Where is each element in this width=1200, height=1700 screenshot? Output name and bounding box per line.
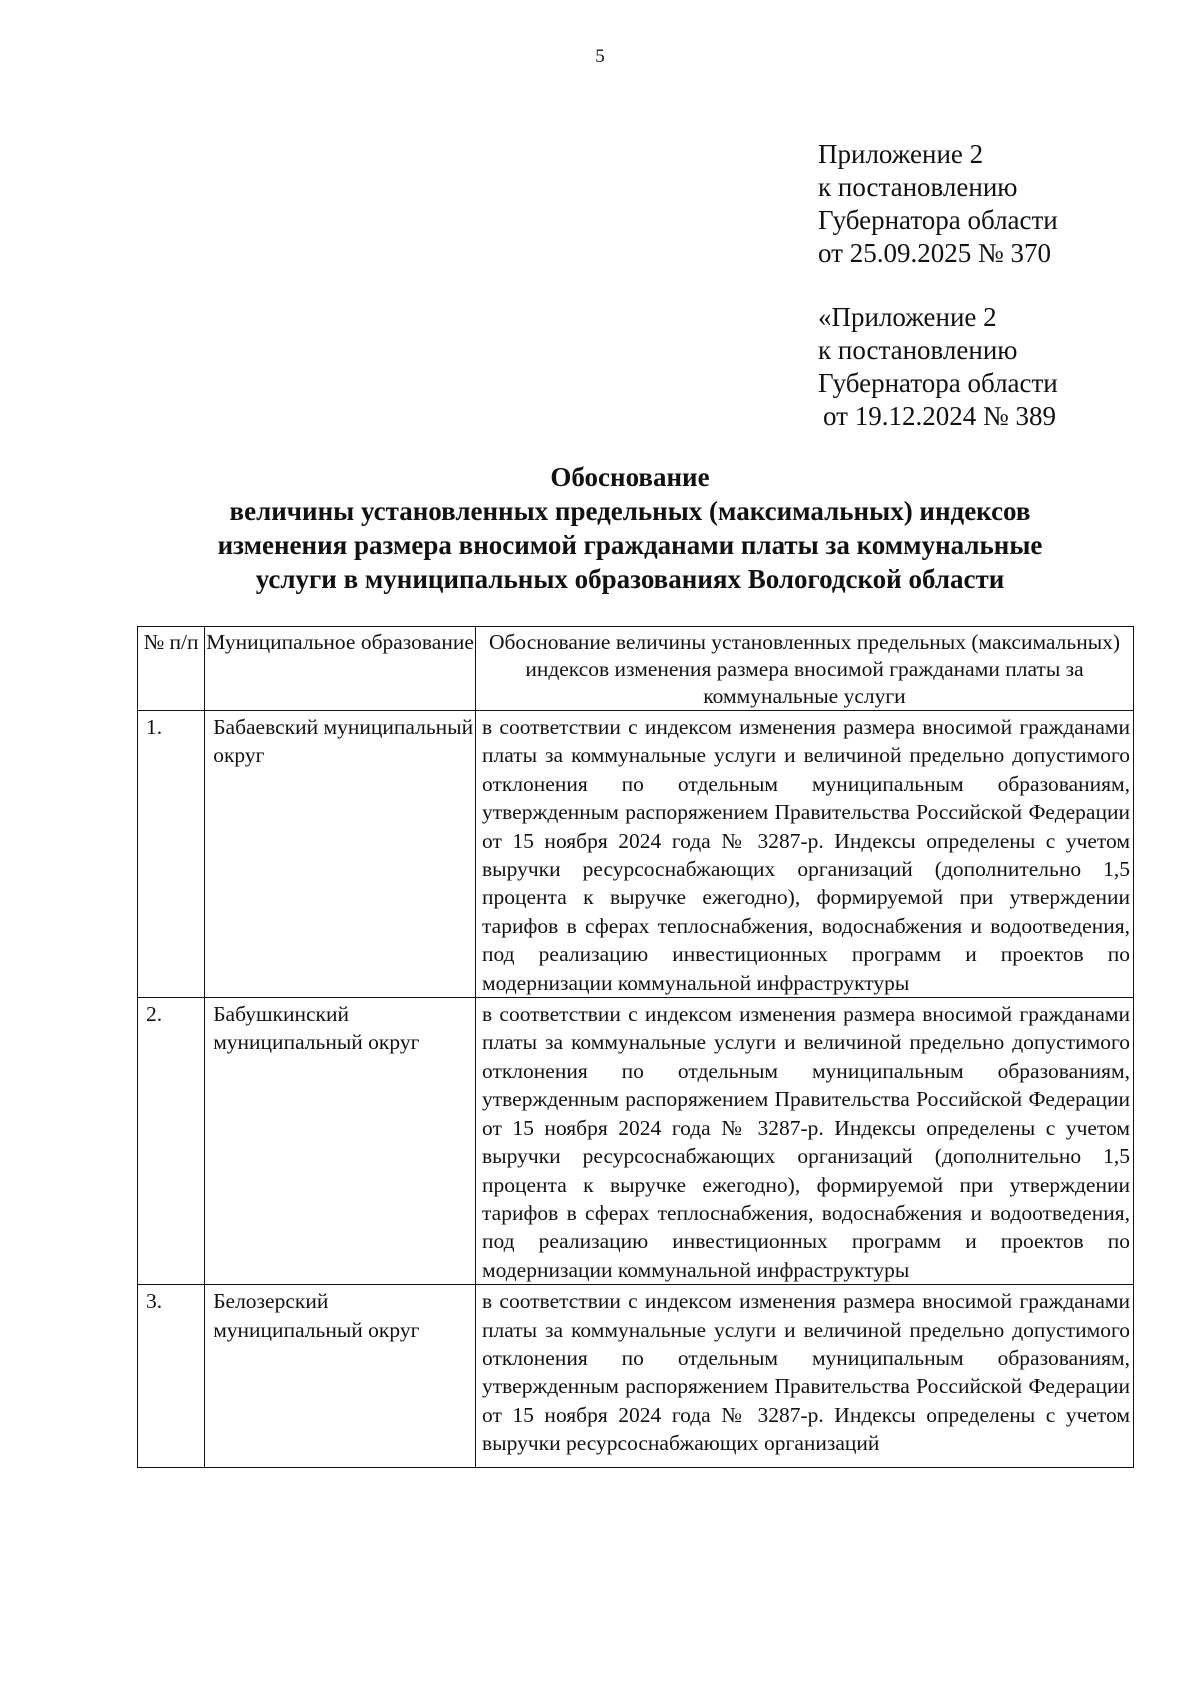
row-municipality: Бабаевский муниципальный округ xyxy=(205,711,476,998)
row-num: 1. xyxy=(138,711,205,998)
table-row xyxy=(138,711,1134,998)
title-line3: изменения размера вносимой гражданами платы за коммунальные xyxy=(217,530,1043,560)
appendix-new-line3: Губернатора области xyxy=(818,205,1058,235)
row-justification xyxy=(476,1285,1134,1468)
appendix-old-line3: Губернатора области xyxy=(818,368,1058,398)
table-header-row xyxy=(138,627,1134,711)
row-justification-text: в соответствии с индексом изменения размера вносимой гражданами платы за коммунальные услуги и величиной предельно допустимого отклонения по отдельным муниципальным образованиям, утвержденным распоряжением Правительства Российской Федерации от 15 ноября 2024 года № 3287-р. Индексы определены с учетом выручки ресурсоснабжающих организаций xyxy=(482,1289,1130,1456)
row-num: 3. xyxy=(138,1285,205,1468)
title-line2: величины установленных предельных (максимальных) индексов xyxy=(229,496,1031,526)
table-row xyxy=(138,998,1134,1285)
appendix-new-line2: к постановлению xyxy=(818,172,1018,202)
document-title xyxy=(150,460,1110,596)
row-num: 2. xyxy=(138,998,205,1285)
appendix-new-line4: от 25.09.2025 № 370 xyxy=(818,238,1051,268)
row-municipality: Бабушкинский муниципальный округ xyxy=(205,998,476,1285)
title-line1: Обоснование xyxy=(550,462,710,492)
appendix-old-line1: «Приложение 2 xyxy=(818,302,997,332)
appendix-new-line1: Приложение 2 xyxy=(818,139,984,169)
row-municipality: Белозерский муниципальный округ xyxy=(205,1285,476,1468)
appendix-new-block xyxy=(818,138,1058,270)
table-row xyxy=(138,1285,1134,1468)
header-municipality: Муниципальное образование xyxy=(205,627,476,711)
header-justification: Обоснование величины установленных предельных (максимальных) индексов изменения размера вносимой гражданами платы за коммунальные услуги xyxy=(476,627,1134,711)
justification-table xyxy=(137,626,1134,1468)
row-justification: в соответствии с индексом изменения размера вносимой гражданами платы за коммунальные услуги и величиной предельно допустимого отклонения по отдельным муниципальным образованиям, утвержденным распоряжением Правительства Российской Федерации от 15 ноября 2024 года № 3287-р. Индексы определены с учетом выручки ресурсоснабжающих организаций (дополнительно 1,5 процента к выручке ежегодно), формируемой при утверждении тарифов в сферах теплоснабжения, водоснабжения и водоотведения, под реализацию инвестиционных программ и проектов по модернизации коммунальной инфраструктуры xyxy=(476,998,1134,1285)
appendix-old-line2: к постановлению xyxy=(818,335,1018,365)
row-justification: в соответствии с индексом изменения размера вносимой гражданами платы за коммунальные услуги и величиной предельно допустимого отклонения по отдельным муниципальным образованиям, утвержденным распоряжением Правительства Российской Федерации от 15 ноября 2024 года № 3287-р. Индексы определены с учетом выручки ресурсоснабжающих организаций (дополнительно 1,5 процента к выручке ежегодно), формируемой при утверждении тарифов в сферах теплоснабжения, водоснабжения и водоотведения, под реализацию инвестиционных программ и проектов по модернизации коммунальной инфраструктуры xyxy=(476,711,1134,998)
page-number: 5 xyxy=(595,46,605,67)
title-line4: услуги в муниципальных образованиях Вологодской области xyxy=(255,564,1005,594)
appendix-old-block xyxy=(818,301,1058,433)
header-num: № п/п xyxy=(138,627,205,711)
appendix-old-line4: от 19.12.2024 № 389 xyxy=(823,401,1056,431)
